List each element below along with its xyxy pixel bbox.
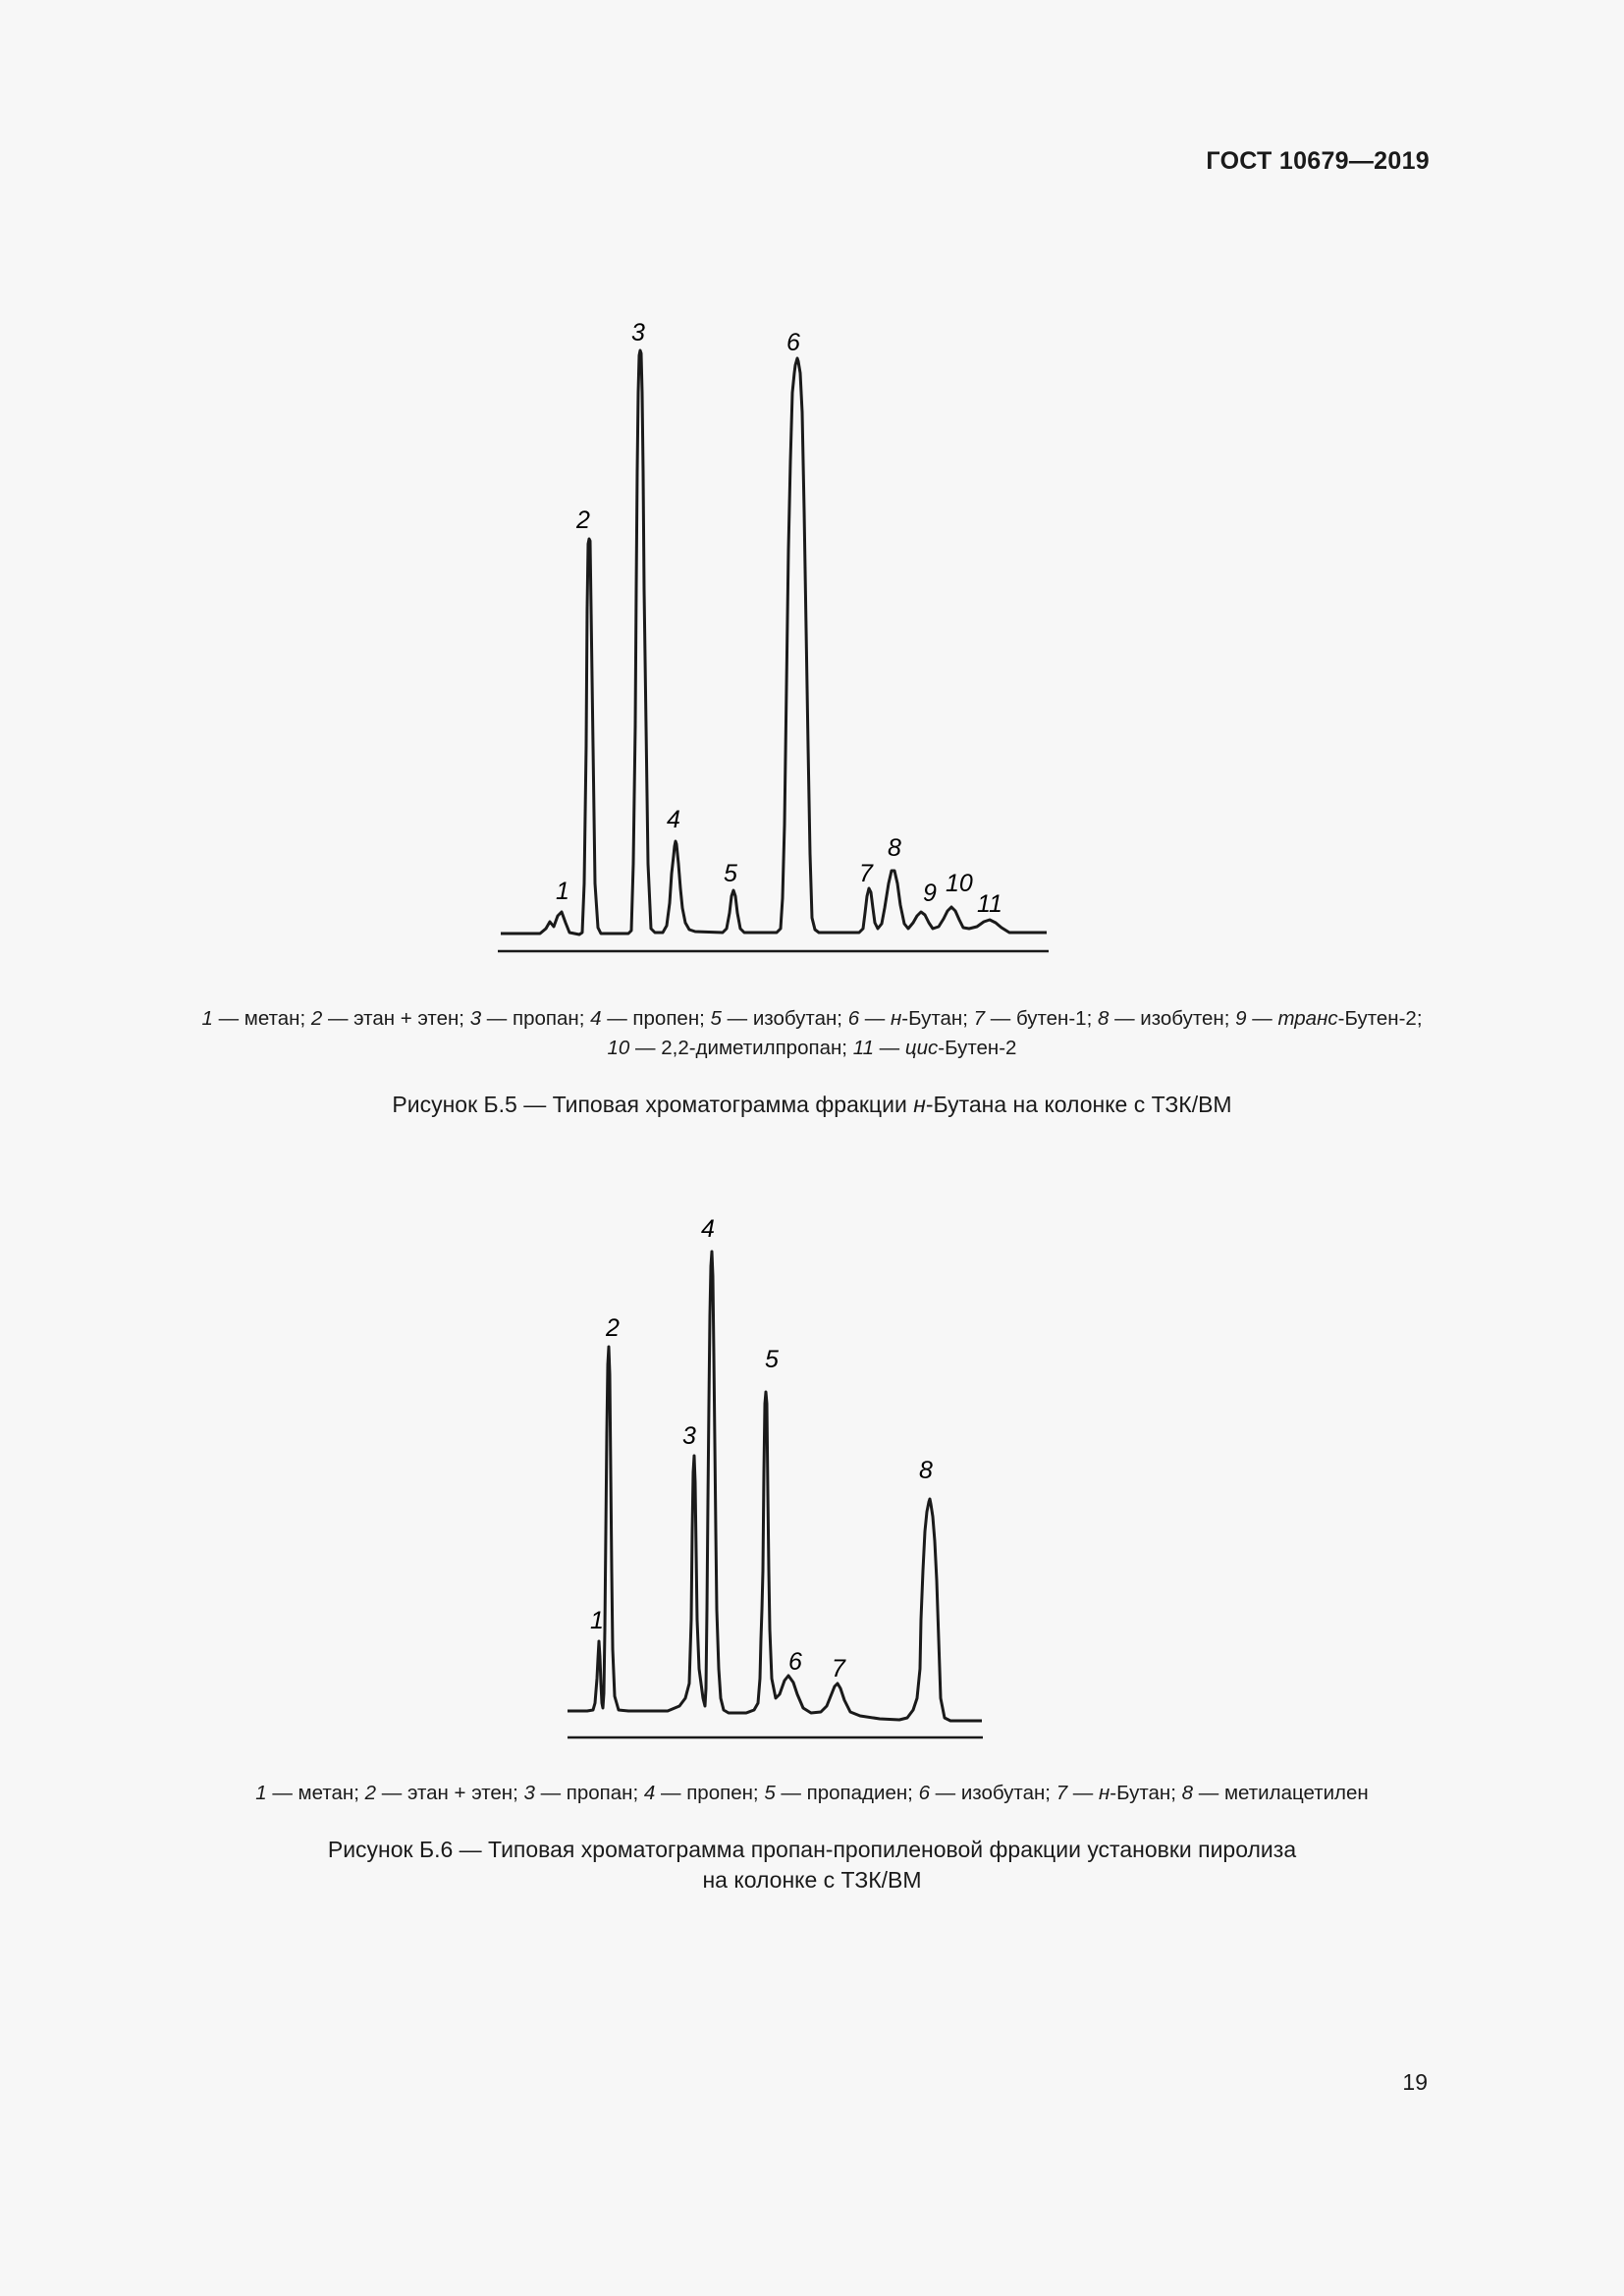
legend-b5-l2-text-1: —: [873, 1037, 905, 1059]
caption-b5-pre: Рисунок Б.5 — Типовая хроматограмма фракции: [392, 1092, 914, 1117]
legend-b6-l1-num-5: 6: [918, 1782, 930, 1804]
legend-b5-l1-text-2: — пропан;: [481, 1007, 591, 1030]
chromatogram-b5: [0, 294, 1624, 982]
caption-b5-italic: н: [913, 1092, 926, 1117]
chromatogram-b5-trace: [501, 350, 1047, 934]
figure-caption-b6: [79, 1835, 1545, 1896]
legend-b5-l1-text-6: — бутен-1;: [985, 1007, 1098, 1030]
figure-caption-b5: [79, 1090, 1545, 1120]
peak-label-b5-1: 1: [556, 878, 569, 905]
legend-b6-l1-num-6: 7: [1056, 1782, 1068, 1804]
legend-b5-l1-num-8: 9: [1235, 1007, 1247, 1030]
legend-b5: [79, 1004, 1545, 1063]
legend-b6-line1: [79, 1779, 1545, 1808]
legend-b5-l1-text-5: —: [859, 1007, 891, 1030]
peak-label-b6-8: 8: [919, 1457, 933, 1484]
peak-label-b5-7: 7: [859, 860, 873, 887]
caption-b5-post: -Бутана на колонке с ТЗК/ВМ: [925, 1092, 1232, 1117]
legend-b6-l1-text-1: — этан + этен;: [376, 1782, 524, 1804]
peak-label-b5-8: 8: [888, 834, 901, 862]
peak-label-b6-5: 5: [765, 1346, 779, 1373]
legend-b6-l1-text-5: — изобутан;: [929, 1782, 1056, 1804]
peak-label-b5-2: 2: [576, 507, 590, 534]
legend-b5-l1-num-1: 2: [310, 1007, 323, 1030]
legend-b6-l1-text-3: — пропен;: [655, 1782, 765, 1804]
legend-b5-l2-num-0: 10: [607, 1037, 630, 1059]
legend-b6-l1-num-3: 4: [643, 1782, 656, 1804]
legend-b6-l1-num-2: 3: [523, 1782, 535, 1804]
legend-b6: [79, 1779, 1545, 1808]
page-number: 19: [1402, 2069, 1428, 2095]
caption-b6-line2: на колонке с ТЗК/ВМ: [702, 1867, 922, 1893]
legend-b5-l2-num-1: 11: [852, 1037, 874, 1059]
peak-label-b5-4: 4: [667, 806, 680, 833]
legend-b6-l1-text-7: — метилацетилен: [1193, 1782, 1369, 1804]
legend-b5-l1-num-6: 7: [973, 1007, 986, 1030]
legend-b5-line2: [79, 1034, 1545, 1063]
chromatogram-b6-trace: [568, 1252, 982, 1721]
legend-b5-l1-num-0: 1: [201, 1007, 213, 1030]
peak-label-b5-5: 5: [724, 860, 737, 887]
legend-b5-l1-num-2: 3: [469, 1007, 482, 1030]
peak-label-b5-10: 10: [946, 870, 973, 897]
legend-b6-l1-num-1: 2: [364, 1782, 377, 1804]
peak-label-b6-7: 7: [832, 1655, 845, 1682]
legend-b5-l1-num-5: 6: [847, 1007, 860, 1030]
peak-label-b6-6: 6: [788, 1648, 802, 1676]
legend-b5-l1-text-4: — изобутан;: [721, 1007, 848, 1030]
legend-b5-l2-italic-1: цис: [904, 1037, 939, 1059]
legend-b6-l1-text-4: — пропадиен;: [775, 1782, 919, 1804]
legend-b6-l1-text-2: — пропан;: [534, 1782, 644, 1804]
legend-b5-line1: [79, 1004, 1545, 1034]
legend-b5-l1-num-3: 4: [590, 1007, 602, 1030]
legend-b6-l1-num-7: 8: [1181, 1782, 1194, 1804]
legend-b5-l1-text-1: — этан + этен;: [322, 1007, 470, 1030]
legend-b6-l1-text2-6: -Бутан;: [1110, 1782, 1182, 1804]
legend-b5-l2-text2-1: -Бутен-2: [938, 1037, 1017, 1059]
legend-b6-l1-italic-6: н: [1099, 1782, 1110, 1804]
legend-b5-l1-num-4: 5: [710, 1007, 722, 1030]
legend-b5-l1-text-0: — метан;: [212, 1007, 311, 1030]
peak-label-b6-3: 3: [682, 1422, 696, 1450]
peak-label-b6-4: 4: [701, 1215, 715, 1243]
peak-label-b5-9: 9: [923, 880, 937, 907]
legend-b5-l1-text-3: — пропен;: [601, 1007, 711, 1030]
caption-b6-line1: Рисунок Б.6 — Типовая хроматограмма пропан-пропиленовой фракции установки пиролиза: [327, 1837, 1297, 1862]
legend-b6-l1-text-0: — метан;: [266, 1782, 365, 1804]
peak-label-b5-6: 6: [786, 329, 800, 356]
legend-b5-l1-text2-8: -Бутен-2;: [1337, 1007, 1423, 1030]
legend-b5-l1-text-8: —: [1246, 1007, 1278, 1030]
chromatogram-b6: [0, 1178, 1624, 1767]
legend-b5-l1-italic-8: транс: [1277, 1007, 1338, 1030]
legend-b5-l1-num-7: 8: [1097, 1007, 1110, 1030]
legend-b5-l1-italic-5: н: [891, 1007, 902, 1030]
peak-label-b5-11: 11: [977, 890, 1002, 918]
legend-b6-l1-text-6: —: [1067, 1782, 1100, 1804]
peak-label-b6-2: 2: [606, 1314, 620, 1342]
legend-b5-l2-text-0: — 2,2-диметилпропан;: [629, 1037, 853, 1059]
legend-b5-l1-text2-5: -Бутан;: [901, 1007, 974, 1030]
legend-b5-l1-text-7: — изобутен;: [1109, 1007, 1236, 1030]
legend-b6-l1-num-0: 1: [255, 1782, 267, 1804]
peak-label-b6-1: 1: [590, 1607, 604, 1634]
peak-label-b5-3: 3: [631, 319, 645, 347]
document-header: ГОСТ 10679—2019: [1206, 147, 1430, 175]
legend-b6-l1-num-4: 5: [764, 1782, 776, 1804]
